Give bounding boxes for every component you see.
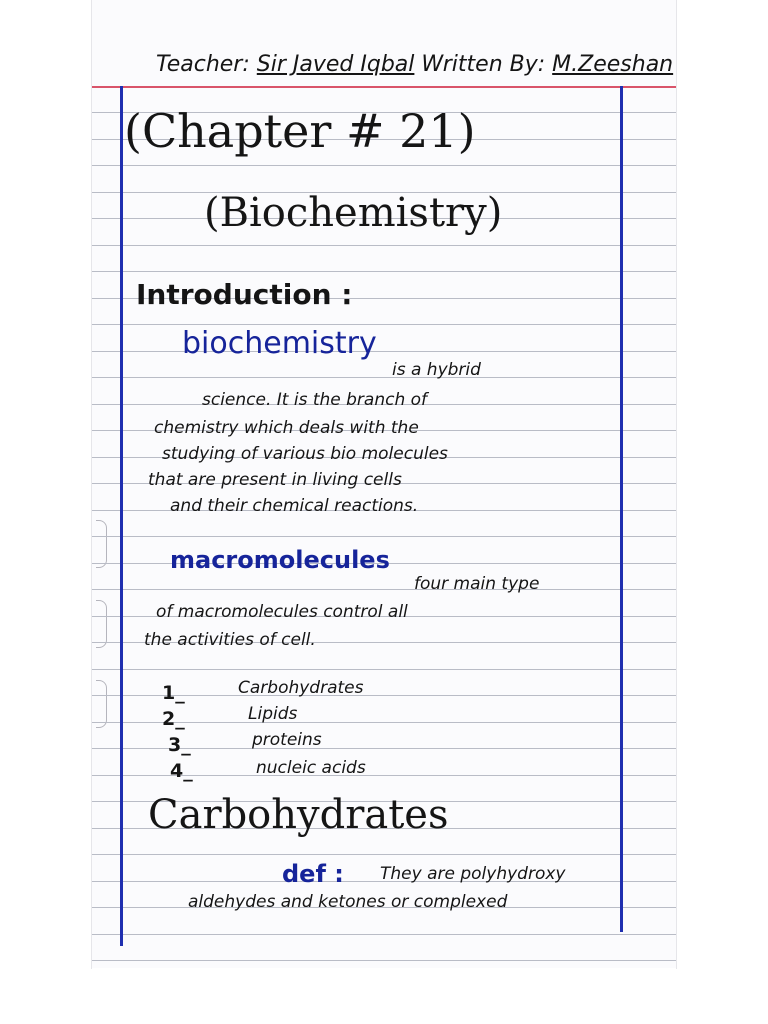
- carbohydrates-heading: Carbohydrates: [148, 792, 449, 838]
- ruled-line: [92, 960, 676, 961]
- binding-ring: [96, 520, 107, 568]
- ruled-line: [92, 854, 676, 855]
- binding-ring: [96, 680, 107, 728]
- intro-line: studying of various bio molecules: [162, 444, 448, 464]
- intro-line: and their chemical reactions.: [170, 496, 419, 516]
- ruled-line: [92, 589, 676, 590]
- ruled-line: [92, 324, 676, 325]
- left-margin-line: [120, 86, 123, 946]
- list-number: 3_: [168, 734, 191, 756]
- list-number: 1_: [162, 682, 185, 704]
- list-number: 2_: [162, 708, 185, 730]
- chapter-title: (Chapter # 21): [124, 104, 476, 158]
- spiral-binding: [96, 0, 108, 968]
- scan-background: [0, 0, 92, 1024]
- ruled-line: [92, 351, 676, 352]
- teacher-name: Sir Javed Iqbal: [256, 52, 415, 77]
- macro-line: the activities of cell.: [144, 630, 316, 650]
- definition-label: def :: [282, 860, 344, 888]
- macromolecules-term: macromolecules: [170, 546, 390, 574]
- ruled-line: [92, 536, 676, 537]
- ruled-line: [92, 165, 676, 166]
- introduction-heading: Introduction :: [136, 278, 353, 311]
- ruled-line: [92, 245, 676, 246]
- intro-line: chemistry which deals with the: [154, 418, 419, 438]
- right-margin-line: [620, 86, 623, 932]
- page-header: [156, 52, 673, 77]
- author-name: M.Zeeshan: [552, 52, 674, 77]
- intro-line: science. It is the branch of: [202, 390, 428, 410]
- macro-line: of macromolecules control all: [156, 602, 408, 622]
- list-item: Lipids: [248, 704, 298, 724]
- ruled-line: [92, 377, 676, 378]
- binding-ring: [96, 600, 107, 648]
- definition-line: aldehydes and ketones or complexed: [188, 892, 508, 912]
- teacher-label: Teacher:: [156, 52, 250, 77]
- list-item: Carbohydrates: [238, 678, 364, 698]
- definition-line: They are polyhydroxy: [380, 864, 566, 884]
- list-item: proteins: [252, 730, 322, 750]
- list-number: 4_: [170, 760, 193, 782]
- ruled-line: [92, 669, 676, 670]
- header-rule: [92, 86, 676, 88]
- scan-bottom-margin: [92, 968, 676, 1024]
- intro-line: that are present in living cells: [148, 470, 402, 490]
- biochemistry-term: biochemistry: [182, 326, 377, 361]
- ruled-line: [92, 271, 676, 272]
- macro-line: four main type: [414, 574, 540, 594]
- ruled-line: [92, 934, 676, 935]
- written-by-label: Written By:: [421, 52, 546, 77]
- list-item: nucleic acids: [256, 758, 366, 778]
- intro-line: is a hybrid: [392, 360, 481, 380]
- notebook-page: [92, 0, 676, 968]
- chapter-subtitle: (Biochemistry): [204, 190, 503, 236]
